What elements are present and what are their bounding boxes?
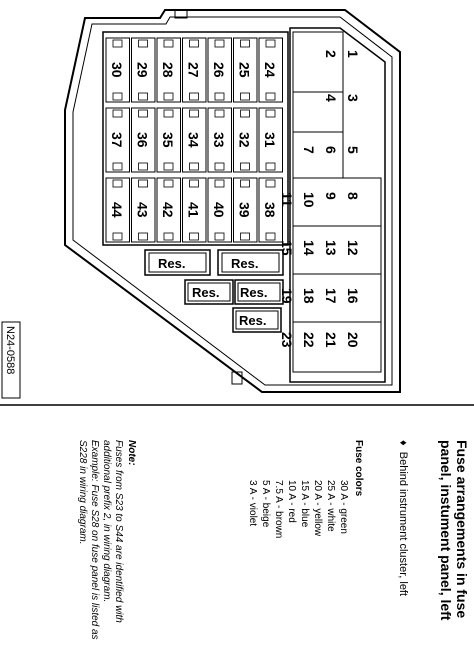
fuse-number: 40 bbox=[211, 202, 227, 218]
fuse-number: 4 bbox=[323, 94, 339, 102]
fuse-number: 3 bbox=[345, 94, 361, 102]
location-bullet bbox=[397, 440, 409, 596]
fuse-number: 21 bbox=[323, 332, 339, 348]
title-line-2: panel, instument panel, left bbox=[438, 440, 454, 621]
reserve-label: Res. bbox=[240, 285, 268, 300]
fuse-number: 43 bbox=[134, 202, 151, 218]
fuse-number: 41 bbox=[185, 202, 202, 218]
fuse-number: 8 bbox=[345, 192, 361, 200]
fuse-color-item: 7.5 A - brown bbox=[273, 480, 284, 539]
fuse-number: 30 bbox=[109, 62, 125, 78]
note-line-1: Fuses from S23 to S44 are identified with bbox=[113, 440, 124, 623]
title-line-1: Fuse arrangements in fuse bbox=[454, 440, 470, 619]
fuse-number: 18 bbox=[301, 288, 317, 304]
fuse-color-item: 25 A - white bbox=[325, 480, 336, 532]
fuse-number: 13 bbox=[323, 240, 339, 256]
fuse-number: 37 bbox=[109, 132, 125, 148]
reserve-label: Res. bbox=[231, 256, 259, 271]
fuse-number: 23 bbox=[279, 332, 295, 348]
fuse-colors-header: Fuse colors bbox=[353, 440, 364, 497]
fuse-number: 16 bbox=[345, 288, 361, 304]
fuse-number: 35 bbox=[160, 132, 176, 148]
fuse-number: 24 bbox=[262, 62, 278, 78]
fuse-number: 34 bbox=[185, 132, 202, 148]
fuse-number: 1 bbox=[345, 50, 361, 58]
fuse-number: 25 bbox=[236, 62, 253, 78]
fuse-number: 9 bbox=[323, 192, 339, 200]
note-line-2: additional prefix 2, in wiring diagram. bbox=[101, 440, 112, 603]
fuse-number: 14 bbox=[301, 240, 317, 256]
fuse-color-item: 30 A - green bbox=[338, 480, 349, 534]
fuse-number: 20 bbox=[345, 332, 361, 348]
fuse-number: 28 bbox=[160, 62, 176, 78]
fuse-number: 12 bbox=[345, 240, 361, 256]
bullet-diamond-icon: ♦ bbox=[397, 440, 409, 446]
fuse-number: 11 bbox=[279, 192, 295, 207]
fuse-colors-list bbox=[246, 480, 350, 538]
fuse-number: 44 bbox=[109, 202, 125, 218]
fuse-color-item: 3 A - violet bbox=[247, 480, 258, 527]
note-line-3: Example: Fuse S28 on fuse panel is listed as bbox=[89, 440, 100, 640]
fuse-number: 10 bbox=[301, 192, 317, 208]
fuse-number: 26 bbox=[211, 62, 227, 78]
diagram-code: N24-0588 bbox=[4, 326, 16, 375]
fuse-color-item: 5 A - beige bbox=[260, 480, 271, 528]
fuse-number: 15 bbox=[279, 240, 295, 256]
fuse-number: 42 bbox=[160, 202, 176, 218]
bullet-text: Behind instrument cluster, left bbox=[397, 451, 409, 597]
fuse-number: 36 bbox=[134, 132, 151, 148]
fuse-number: 38 bbox=[262, 202, 278, 218]
fuse-color-item: 15 A - blue bbox=[299, 480, 310, 528]
fuse-number: 7 bbox=[301, 146, 317, 154]
fuse-color-item: 20 A - yellow bbox=[312, 480, 323, 537]
note-header: Note: bbox=[126, 440, 137, 466]
fuse-color-item: 10 A - red bbox=[286, 480, 297, 523]
reserve-label: Res. bbox=[192, 285, 220, 300]
fuse-number: 31 bbox=[262, 132, 278, 148]
fuse-number: 33 bbox=[211, 132, 227, 148]
fuse-number: 29 bbox=[134, 62, 151, 78]
fuse-number: 19 bbox=[279, 288, 295, 304]
fuse-number: 27 bbox=[185, 62, 202, 78]
fuse-number: 5 bbox=[345, 146, 361, 154]
reserve-label: Res. bbox=[239, 313, 267, 328]
page-title bbox=[438, 440, 470, 620]
fuse-number: 6 bbox=[323, 146, 339, 154]
fuse-number: 2 bbox=[323, 50, 339, 58]
fuse-number: 22 bbox=[301, 332, 317, 348]
fuse-number: 39 bbox=[236, 202, 253, 218]
note-text bbox=[76, 440, 124, 640]
reserve-label: Res. bbox=[158, 256, 186, 271]
fuse-number: 32 bbox=[236, 132, 253, 148]
fuse-number: 17 bbox=[323, 288, 339, 304]
note-line-4: S228 in wiring diagram. bbox=[77, 440, 88, 545]
